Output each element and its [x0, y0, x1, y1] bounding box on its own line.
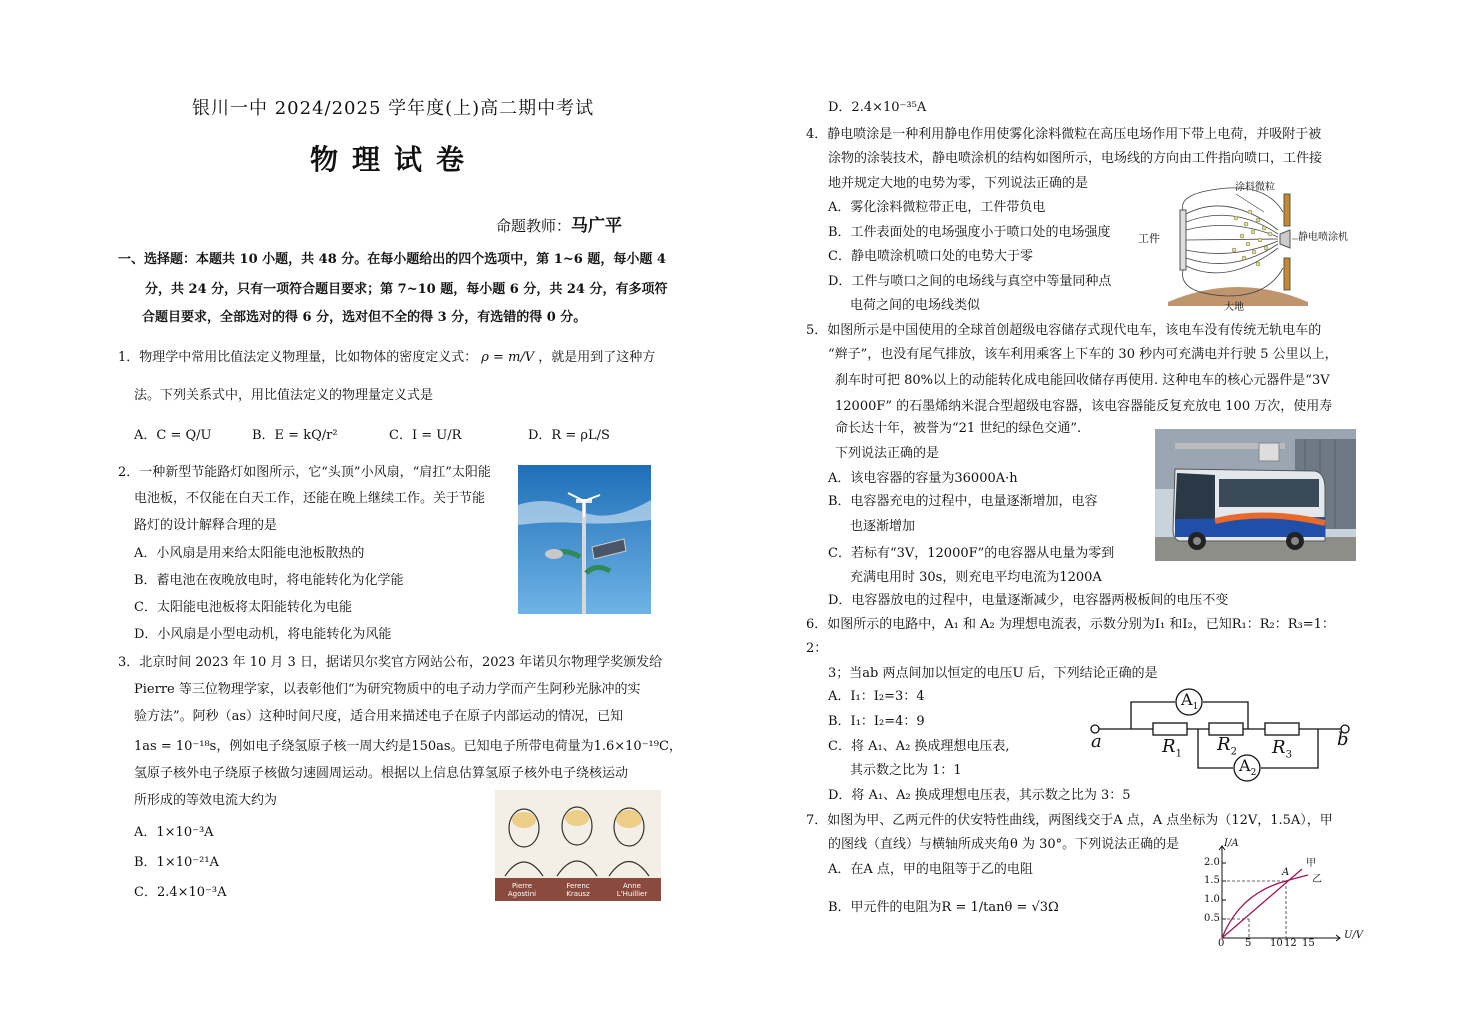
electrostatic-spray-diagram: [1138, 182, 1360, 316]
q5-option-d: D．电容器放电的过程中，电量逐渐减少，电容器两极板间的电压不变: [828, 593, 1229, 608]
q5-option-b-line2: 也逐渐增加: [850, 519, 916, 534]
q6-stem-line3: 3；当ab 两点间加以恒定的电压U 后，下列结论正确的是: [828, 666, 1158, 681]
curve-jia-label: 甲: [1306, 858, 1316, 869]
q5-stem-line6: 下列说法正确的是: [835, 446, 940, 461]
x-tick-15: 15: [1302, 938, 1315, 949]
laureate-name-3: Anne L'Huillier: [616, 882, 648, 898]
q6-option-d: D．将 A₁、A₂ 换成理想电压表，其示数之比为 3：5: [828, 788, 1131, 803]
axis-y-label: I/A: [1224, 838, 1239, 849]
q4-option-d-line2: 电荷之间的电场线类似: [850, 298, 981, 313]
q5-stem-line5: 命长达十年，被誉为“21 世纪的绿色交通”.: [835, 421, 1082, 436]
q4-option-d-line1: D．工件与喷口之间的电场线与真空中等量同种点: [828, 274, 1112, 289]
q7-stem-line1: 7．如图为甲、乙两元件的伏安特性曲线，两图线交于A 点，A 点坐标为（12V，1.5A），甲: [806, 813, 1333, 828]
teacher-label: 命题教师：: [496, 217, 572, 235]
q3-option-a: A．1×10⁻³A: [134, 825, 214, 840]
teacher-name: 马广平: [571, 216, 623, 236]
label-sprayer: 静电喷涂机: [1298, 232, 1348, 243]
section1-line1: 一、选择题：本题共 10 小题，共 48 分。在每小题给出的四个选项中，第 1~6 题，每小题 4: [118, 252, 666, 267]
q3-option-d: D．2.4×10⁻³⁵A: [828, 100, 927, 115]
q3-stem-line4: 1as = 10⁻¹⁸s，例如电子绕氢原子核一周大约是150as。已知电子所带电荷量为1.6×10⁻¹⁹C，: [134, 739, 682, 754]
q1-stem-line2: 法。下列关系式中，用比值法定义的物理量定义式是: [134, 388, 434, 403]
resistor-r2-label: $R_2$: [1217, 734, 1237, 758]
q6-option-c-line1: C．将 A₁、A₂ 换成理想电压表,: [828, 739, 1010, 754]
q3-stem-line3: 验方法”。阿秒（as）这种时间尺度，适合用来描述电子在原子内部运动的情况，已知: [134, 709, 624, 724]
q5-option-a: A．该电容器的容量为36000A·h: [828, 471, 1018, 486]
section1-line3: 合题目要求，全部选对的得 6 分，选对但不全的得 3 分，有选错的得 0 分。: [142, 310, 587, 325]
street-lamp-photo: [518, 465, 651, 614]
q5-stem-line4: 12000F” 的石墨烯纳米混合型超级电容器，该电容器能反复充放电 100 万次，使用寿: [835, 399, 1333, 414]
q3-stem-line5: 氢原子核外电子绕原子核做匀速圆周运动。根据以上信息估算氢原子核外电子绕核运动: [134, 766, 629, 781]
q3-option-c: C．2.4×10⁻³A: [134, 885, 227, 900]
q5-stem-line2: “辫子”，也没有尾气排放，该车利用乘客上下车的 30 秒内可充满电并行驶 5 公里以上，: [828, 347, 1338, 362]
label-particles: 涂料微粒: [1235, 182, 1275, 193]
y-tick-1: 1.0: [1204, 894, 1220, 905]
laureate-name-2: Ferenc Krausz: [566, 882, 590, 898]
q5-option-c-line1: C．若标有“3V，12000F”的电容器从电量为零到: [828, 546, 1115, 561]
axis-x-label: U/V: [1344, 930, 1364, 941]
q4-stem-line2: 涂物的涂装技术，静电喷涂机的结构如图所示，电场线的方向由工件指向喷口，工件接: [828, 151, 1323, 166]
q6-stem-line2: 2：: [806, 641, 828, 656]
circuit-diagram: [1085, 684, 1355, 784]
q3-stem-line6: 所形成的等效电流大约为: [134, 793, 278, 808]
q1-option-a: A．C = Q/U: [134, 428, 212, 443]
q7-option-b: B．甲元件的电阻为R = 1/tanθ = √3Ω: [828, 900, 1059, 915]
q2-option-c: C．太阳能电池板将太阳能转化为电能: [134, 600, 352, 615]
nobel-laureates-portrait: [495, 790, 661, 901]
ammeter-a2-label: $A_2$: [1239, 756, 1257, 779]
label-workpiece: 工件: [1138, 232, 1160, 245]
q2-stem-line2: 电池板，不仅能在白天工作，还能在晚上继续工作。关于节能: [134, 491, 486, 506]
q4-stem-line1: 4．静电喷涂是一种利用静电作用使雾化涂料微粒在高压电场作用下带上电荷，并吸附于被: [806, 127, 1322, 142]
point-a-label: A: [1282, 867, 1290, 878]
curve-yi-label: 乙: [1312, 874, 1322, 885]
q7-stem-line2: 的图线（直线）与横轴所成夹角θ 为 30°。下列说法正确的是: [828, 837, 1180, 852]
q5-stem-line3: 刹车时可把 80%以上的动能转化成电能回收储存再使用. 这种电车的核心元器件是“3V: [835, 373, 1330, 388]
q1-stem1: 1．物理学中常用比值法定义物理量，比如物体的密度定义式：: [118, 350, 478, 365]
q1-option-d: D．R = ρL/S: [528, 428, 610, 443]
x-tick-10: 10: [1270, 938, 1283, 949]
q4-stem-line3: 地并规定大地的电势为零，下列说法正确的是: [828, 176, 1089, 191]
teacher-line: [496, 216, 622, 236]
label-ground: 大地: [1224, 302, 1244, 313]
q3-option-b: B．1×10⁻²¹A: [134, 855, 219, 870]
x-tick-5: 5: [1245, 938, 1252, 949]
q1-stem-line1: [118, 350, 655, 366]
q3-stem-line2: Pierre 等三位物理学家，以表彰他们“为研究物质中的电子动力学而产生阿秒光脉冲的实: [134, 682, 641, 697]
q6-option-a: A．I₁：I₂=3：4: [828, 689, 925, 704]
resistor-r1-label: $R_1$: [1162, 736, 1182, 760]
y-tick-2: 2.0: [1204, 857, 1220, 868]
paper-title: 物理试卷: [310, 143, 479, 176]
x-tick-0: 0: [1218, 938, 1225, 949]
y-tick-1-5: 1.5: [1204, 875, 1220, 886]
q6-stem-line1: 6．如图所示的电路中，A₁ 和 A₂ 为理想电流表，示数分别为I₁ 和I₂，已知R₁：R₂：R₃=1：: [806, 617, 1335, 632]
q5-option-b-line1: B．电容器充电的过程中，电量逐渐增加，电容: [828, 494, 1098, 509]
q5-option-c-line2: 充满电用时 30s，则充电平均电流为1200A: [850, 570, 1102, 585]
terminal-a: a: [1091, 731, 1102, 752]
school-title: 银川一中 2024/2025 学年度(上)高二期中考试: [192, 98, 595, 119]
q2-option-d: D．小风扇是小型电动机，将电能转化为风能: [134, 627, 392, 642]
q2-stem-line1: 2．一种新型节能路灯如图所示，它“头顶”小风扇，“肩扛”太阳能: [118, 465, 491, 480]
q7-option-a: A．在A 点，甲的电阻等于乙的电阻: [828, 862, 1033, 877]
q1-option-c: C．I = U/R: [389, 428, 462, 443]
x-tick-12: 12: [1284, 938, 1297, 949]
q4-option-a: A．雾化涂料微粒带正电，工件带负电: [828, 200, 1046, 215]
q3-stem-line1: 3．北京时间 2023 年 10 月 3 日，据诺贝尔奖官方网站公布，2023 年诺贝尔物理学奖颁发给: [118, 655, 663, 670]
q2-stem-line3: 路灯的设计解释合理的是: [134, 518, 278, 533]
ammeter-a1-label: $A_1$: [1181, 690, 1199, 713]
q6-option-b: B．I₁：I₂=4：9: [828, 714, 925, 729]
electric-bus-photo: [1155, 429, 1356, 561]
q4-option-b: B．工件表面处的电场强度小于喷口处的电场强度: [828, 225, 1111, 240]
q5-stem-line1: 5．如图所示是中国使用的全球首创超级电容储存式现代电车，该电车没有传统无轨电车的: [806, 323, 1322, 338]
terminal-b: b: [1337, 729, 1349, 750]
q6-option-c-line2: 其示数之比为 1：1: [850, 763, 962, 778]
iu-graph: [1190, 838, 1370, 950]
q1-stem1b: ，就是用到了这种方: [538, 350, 656, 365]
laureate-name-1: Pierre Agostini: [507, 882, 537, 898]
y-tick-0-5: 0.5: [1204, 913, 1220, 924]
section1-line2: 分，共 24 分，只有一项符合题目要求；第 7~10 题，每小题 6 分，共 24 分，有多项符: [145, 282, 668, 297]
resistor-r3-label: $R_3$: [1272, 737, 1292, 761]
q4-option-c: C．静电喷涂机喷口处的电势大于零: [828, 249, 1033, 264]
q2-option-a: A．小风扇是用来给太阳能电池板散热的: [134, 546, 365, 561]
q1-formula: ρ = m/V: [481, 350, 535, 365]
q2-option-b: B．蓄电池在夜晚放电时，将电能转化为化学能: [134, 573, 404, 588]
q1-option-b: B．E = kQ/r²: [252, 428, 338, 443]
